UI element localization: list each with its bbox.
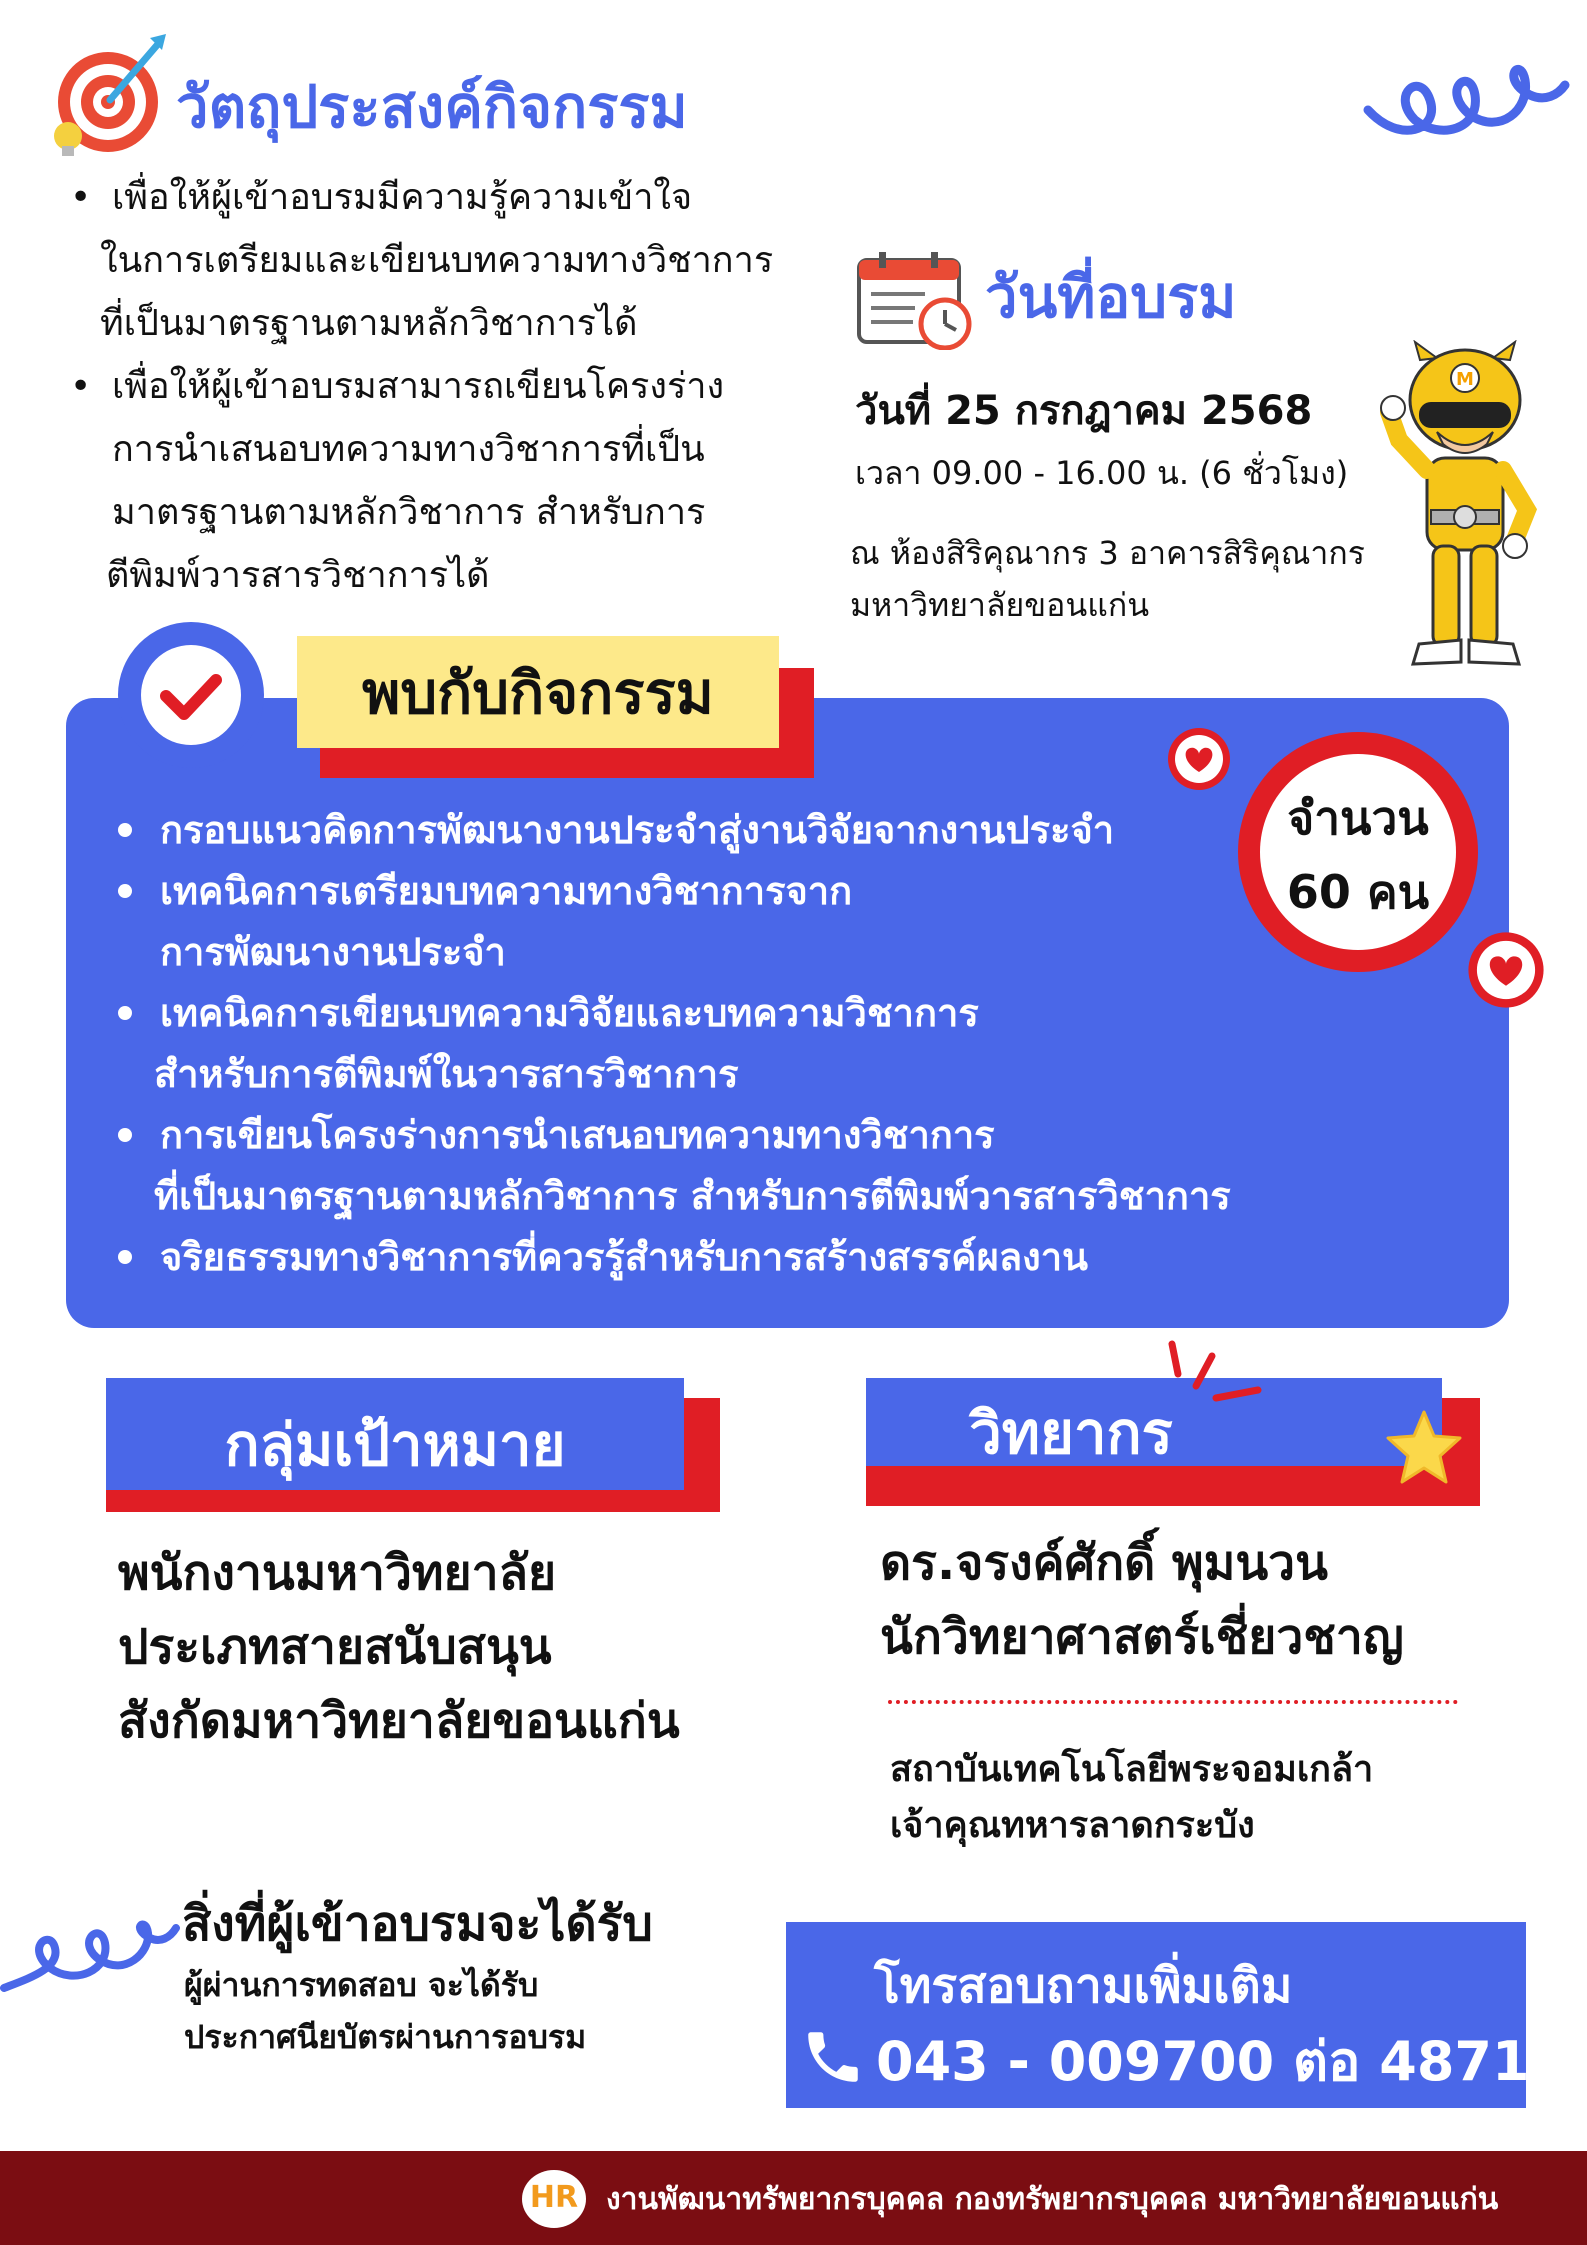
activity-item	[114, 983, 1231, 1105]
star-icon	[1384, 1408, 1464, 1488]
capacity-label: จำนวน	[1287, 791, 1429, 845]
activity-item	[114, 861, 1231, 983]
objectives-title: วัตถุประสงค์กิจกรรม	[176, 73, 688, 141]
speaker-divider	[888, 1700, 1458, 1704]
schedule-time: เวลา 09.00 - 16.00 น. (6 ชั่วโมง)	[855, 454, 1349, 492]
objective-line: ที่เป็นมาตรฐานตามหลักวิชาการได้	[100, 303, 638, 344]
activity-item	[114, 1105, 1231, 1227]
capacity-count: 60 คน	[1286, 865, 1430, 919]
objectives-list	[68, 166, 773, 607]
benefits-line: ผู้ผ่านการทดสอบ จะได้รับ	[184, 1966, 539, 2004]
calendar-clock-icon	[855, 250, 975, 350]
activity-line: สำหรับการตีพิมพ์ในวารสารวิชาการ	[154, 1052, 739, 1096]
speaker-name: ดร.จรงค์ศักดิ์ พุมนวน	[880, 1535, 1328, 1591]
contact-phone[interactable]: 043 - 009700 ต่อ 48713	[876, 2030, 1568, 2093]
contact-title: โทรสอบถามเพิ่มเติม	[874, 1958, 1293, 2014]
activity-item	[114, 800, 1231, 861]
target-icon	[50, 30, 170, 160]
activity-line: จริยธรรมทางวิชาการที่ควรรู้สำหรับการสร้างสรรค์ผลงาน	[160, 1235, 1089, 1279]
speaker-org: สถาบันเทคโนโลยีพระจอมเกล้า	[890, 1749, 1374, 1790]
benefits-line: ประกาศนียบัตรผ่านการอบรม	[184, 2018, 587, 2056]
mascot-illustration	[1375, 340, 1555, 680]
objective-line: การนำเสนอบทความทางวิชาการที่เป็น	[112, 429, 705, 470]
squiggle-decoration-top	[1360, 40, 1570, 150]
objective-item	[68, 355, 773, 607]
schedule-venue: ณ ห้องสิริคุณากร 3 อาคารสิริคุณากร	[850, 534, 1365, 572]
activity-line: เทคนิคการเตรียมบทความทางวิชาการจาก	[160, 869, 853, 913]
objective-line: • เพื่อให้ผู้เข้าอบรมสามารถเขียนโครงร่าง	[112, 366, 725, 407]
hr-logo-text: HR	[529, 2180, 579, 2215]
activities-title: พบกับกิจกรรม	[362, 659, 714, 727]
target-line: สังกัดมหาวิทยาลัยขอนแก่น	[118, 1693, 680, 1749]
activities-list	[114, 800, 1231, 1288]
speaker-org: เจ้าคุณทหารลาดกระบัง	[890, 1805, 1255, 1846]
objective-line: ตีพิมพ์วารสารวิชาการได้	[106, 555, 490, 596]
schedule-title: วันที่อบรม	[985, 263, 1237, 331]
activity-line: การเขียนโครงร่างการนำเสนอบทความทางวิชาการ	[160, 1113, 995, 1157]
benefits-title: สิ่งที่ผู้เข้าอบรมจะได้รับ	[182, 1896, 653, 1952]
heart-icon	[1166, 726, 1232, 792]
footer-text: งานพัฒนาทรัพยากรบุคคล กองทรัพยากรบุคคล มหาวิทยาลัยขอนแก่น	[606, 2182, 1499, 2217]
speaker-position: นักวิทยาศาสตร์เชี่ยวชาญ	[880, 1609, 1404, 1665]
speaker-title: วิทยากร	[969, 1399, 1173, 1467]
objective-line: มาตรฐานตามหลักวิชาการ สำหรับการ	[112, 492, 706, 533]
heart-icon	[1466, 930, 1546, 1010]
activity-line: ที่เป็นมาตรฐานตามหลักวิชาการ สำหรับการตีพิมพ์วารสารวิชาการ	[154, 1174, 1231, 1218]
schedule-date: วันที่ 25 กรกฎาคม 2568	[855, 388, 1313, 434]
svg-text:M: M	[1456, 369, 1474, 390]
objective-line: • เพื่อให้ผู้เข้าอบรมมีความรู้ความเข้าใจ	[112, 177, 693, 218]
activity-line: การพัฒนางานประจำ	[160, 930, 506, 974]
squiggle-decoration-bottom	[0, 1898, 180, 1998]
check-icon	[138, 642, 244, 748]
target-line: ประเภทสายสนับสนุน	[118, 1619, 552, 1675]
target-line: พนักงานมหาวิทยาลัย	[118, 1545, 557, 1601]
phone-icon[interactable]	[800, 2024, 866, 2090]
objective-line: ในการเตรียมและเขียนบทความทางวิชาการ	[100, 240, 774, 281]
activity-item	[114, 1227, 1231, 1288]
activity-line: กรอบแนวคิดการพัฒนางานประจำสู่งานวิจัยจากงานประจำ	[160, 808, 1115, 852]
target-title: กลุ่มเป้าหมาย	[224, 1411, 566, 1479]
objective-item	[68, 166, 773, 355]
schedule-venue: มหาวิทยาลัยขอนแก่น	[850, 586, 1150, 624]
activity-line: เทคนิคการเขียนบทความวิจัยและบทความวิชาการ	[160, 991, 979, 1035]
spark-lines-decoration	[1160, 1338, 1270, 1418]
